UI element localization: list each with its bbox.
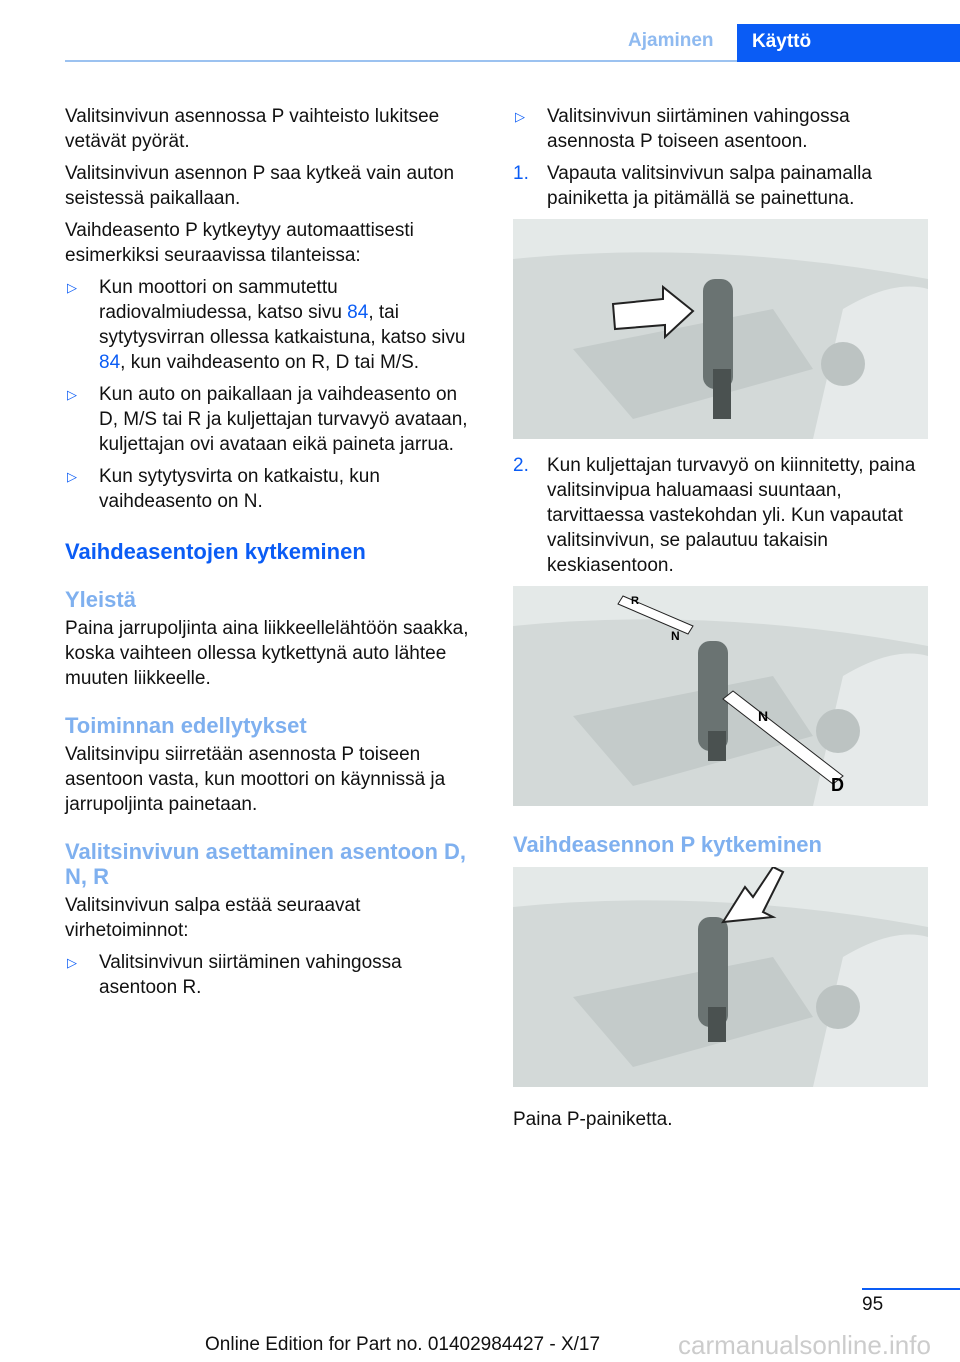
list-text: Valitsinvivun siirtäminen vahingossa asentoon R. bbox=[99, 952, 402, 998]
bullet-triangle-icon: ▷ bbox=[515, 109, 525, 124]
left-column bbox=[65, 104, 480, 1007]
step-number: 2. bbox=[513, 455, 529, 476]
list-item bbox=[65, 950, 480, 1000]
label-n-up: N bbox=[671, 629, 680, 643]
list-text: , kun vaihdeasento on R, D tai M/S. bbox=[120, 352, 420, 373]
bullet-triangle-icon: ▷ bbox=[67, 280, 77, 295]
section-heading: Vaihdeasentojen kytkeminen bbox=[65, 539, 366, 564]
gear-selector-release-illustration bbox=[513, 219, 928, 439]
chapter-tab[interactable]: Käyttö bbox=[737, 24, 960, 62]
label-r: R bbox=[631, 595, 639, 607]
step-number: 1. bbox=[513, 163, 529, 184]
bullet-triangle-icon: ▷ bbox=[67, 469, 77, 484]
page-number: 95 bbox=[862, 1294, 884, 1315]
list-item bbox=[65, 464, 480, 514]
bullet-triangle-icon: ▷ bbox=[67, 387, 77, 402]
paragraph: Valitsinvipu siirretään asennosta P toiseen asentoon vasta, kun moottori on käynnissä ja jarrupoljinta painetaan. bbox=[65, 744, 446, 815]
list-text: Valitsinvivun siirtäminen vahingossa asennosta P toiseen asentoon. bbox=[547, 106, 850, 152]
label-d: D bbox=[831, 775, 844, 795]
paragraph: Valitsinvivun asennon P saa kytkeä vain auton seistessä paikallaan. bbox=[65, 163, 455, 209]
paragraph: Valitsinvivun asennossa P vaihteisto lukitsee vetävät pyörät. bbox=[65, 106, 440, 152]
gear-positions-illustration bbox=[513, 586, 928, 806]
subheading: Toiminnan edellytykset bbox=[65, 713, 307, 738]
watermark: carmanualsonline.info bbox=[678, 1330, 931, 1360]
footer-edition: Online Edition for Part no. 01402984427 - X/17 bbox=[205, 1334, 601, 1355]
list-text: Kun auto on paikallaan ja vaihdeasento on D, M/S tai R ja kuljettajan turvavyö avataan, kuljettajan ovi avataan eikä paineta jarrua. bbox=[99, 384, 468, 455]
bullet-triangle-icon: ▷ bbox=[67, 955, 77, 970]
right-column bbox=[513, 104, 928, 1139]
page-link[interactable]: 84 bbox=[347, 302, 369, 323]
subheading: Yleistä bbox=[65, 587, 136, 612]
park-button-illustration bbox=[513, 867, 928, 1087]
list-item bbox=[513, 104, 928, 154]
subheading: Vaihdeasennon P kytkeminen bbox=[513, 832, 822, 857]
subheading: Valitsinvivun asettaminen asentoon D, N, R bbox=[65, 839, 466, 889]
header-rule bbox=[65, 60, 737, 62]
page-link[interactable]: 84 bbox=[99, 352, 121, 373]
paragraph: Vaihdeasento P kytkeytyy automaattisesti esimerkiksi seuraavissa tilanteissa: bbox=[65, 220, 414, 266]
step-text: Vapauta valitsinvivun salpa painamalla painiketta ja pitämällä se painettuna. bbox=[547, 163, 872, 209]
label-n-down: N bbox=[758, 708, 769, 724]
list-text: , tai sytytysvirran ollessa katkaistuna, katso sivu bbox=[99, 302, 466, 348]
paragraph: Valitsinvivun salpa estää seuraavat virhetoiminnot: bbox=[65, 895, 361, 941]
page-number-rule bbox=[862, 1288, 960, 1290]
step-text: Kun kuljettajan turvavyö on kiinnitetty, paina valitsinvipua haluamaasi suuntaan, tarvittaessa vastekohdan yli. Kun vapautat valitsinvivun, se palautuu takaisin keskiasentoon. bbox=[547, 455, 916, 576]
list-item bbox=[65, 275, 480, 375]
paragraph: Paina P-painiketta. bbox=[513, 1109, 673, 1130]
step-item bbox=[513, 161, 928, 211]
section-tab[interactable]: Ajaminen bbox=[628, 30, 714, 51]
list-text: Kun sytytysvirta on katkaistu, kun vaihdeasento on N. bbox=[99, 466, 380, 512]
step-item bbox=[513, 453, 928, 578]
paragraph: Paina jarrupoljinta aina liikkeellelähtöön saakka, koska vaihteen ollessa kytkettynä auto lähtee muuten liikkeelle. bbox=[65, 618, 469, 689]
list-item bbox=[65, 382, 480, 457]
list-text: Kun moottori on sammutettu radiovalmiudessa, katso sivu bbox=[99, 277, 348, 323]
